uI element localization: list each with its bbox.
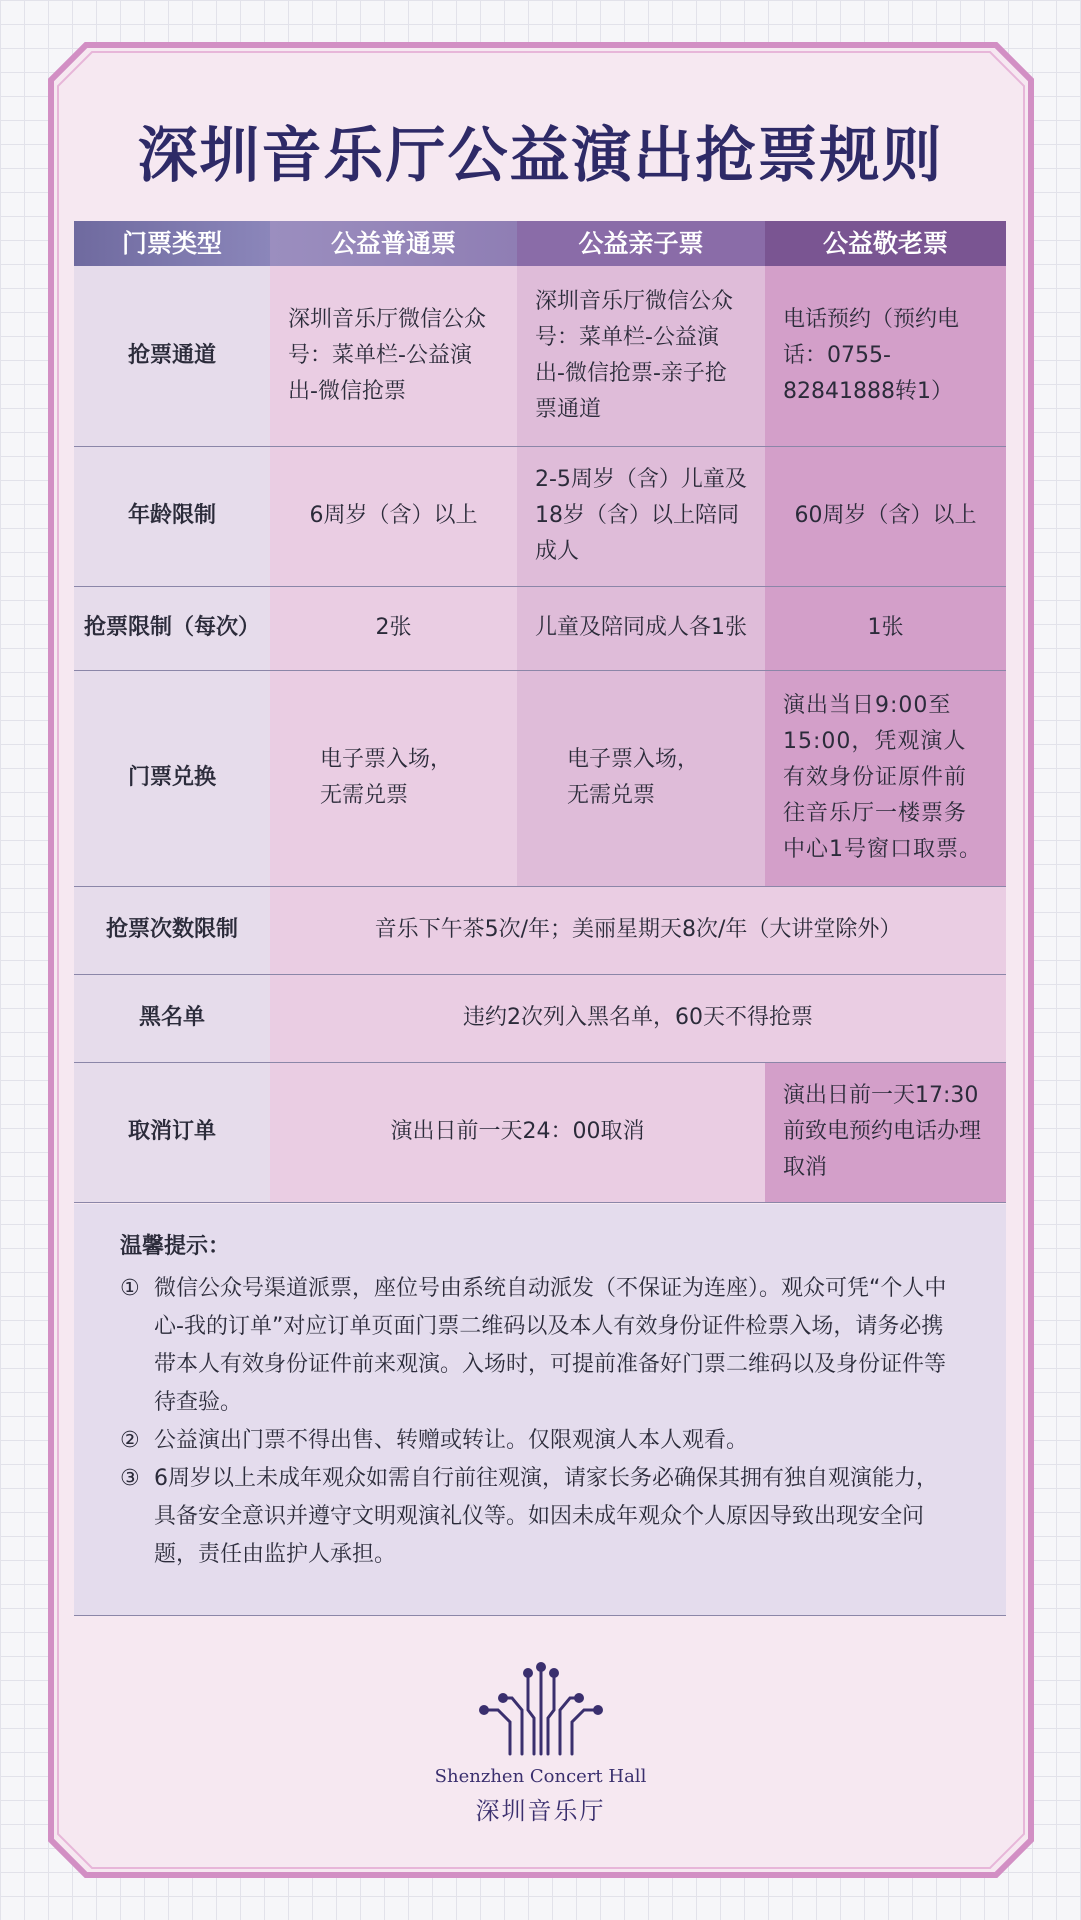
cell-regular: 6周岁（含）以上 — [270, 446, 517, 586]
row-label: 黑名单 — [74, 974, 270, 1062]
tip-item — [120, 1422, 958, 1460]
cell-senior: 60周岁（含）以上 — [765, 446, 1006, 586]
cell-senior: 电话预约（预约电话：0755-82841888转1） — [765, 266, 1006, 446]
tip-item — [120, 1460, 958, 1574]
concert-hall-logo — [0, 1660, 1081, 1826]
cell-family: 2-5周岁（含）儿童及18岁（含）以上陪同成人 — [517, 446, 765, 586]
cell-regular: 2张 — [270, 586, 517, 670]
tip-number: ③ — [120, 1466, 140, 1491]
table-row-blacklist — [74, 974, 1006, 1062]
row-label: 门票兑换 — [74, 670, 270, 886]
cell-all: 音乐下午茶5次/年；美丽星期天8次/年（大讲堂除外） — [270, 886, 1006, 974]
cell-regular-family: 演出日前一天24：00取消 — [270, 1062, 765, 1202]
header-regular: 公益普通票 — [270, 221, 517, 266]
table-row-cancel — [74, 1062, 1006, 1202]
cell-senior: 1张 — [765, 586, 1006, 670]
header-ticket-type: 门票类型 — [74, 221, 270, 266]
cell-family: 深圳音乐厅微信公众号：菜单栏-公益演出-微信抢票-亲子抢票通道 — [517, 266, 765, 446]
tip-text: 微信公众号渠道派票，座位号由系统自动派发（不保证为连座）。观众可凭“个人中心-我的订单”对应订单页面门票二维码以及本人有效身份证件检票入场，请务必携带本人有效身份证件前来观演。入场时，可提前准备好门票二维码以及身份证件等待查验。 — [154, 1276, 947, 1415]
row-label: 抢票通道 — [74, 266, 270, 446]
cell-regular: 电子票入场，无需兑票 — [270, 670, 517, 886]
row-label: 抢票次数限制 — [74, 886, 270, 974]
cell-family: 儿童及陪同成人各1张 — [517, 586, 765, 670]
tip-text: 公益演出门票不得出售、转赠或转让。仅限观演人本人观看。 — [154, 1428, 749, 1453]
tips-title: 温馨提示： — [120, 1234, 231, 1259]
logo-chinese-name: 深圳音乐厅 — [475, 1797, 606, 1825]
tips-section — [74, 1204, 1006, 1616]
header-senior: 公益敬老票 — [765, 221, 1006, 266]
row-label: 年龄限制 — [74, 446, 270, 586]
tip-text: 6周岁以上未成年观众如需自行前往观演，请家长务必确保其拥有独自观演能力，具备安全意识并遵守文明观演礼仪等。如因未成年观众个人原因导致出现安全问题，责任由监护人承担。 — [154, 1466, 938, 1567]
table-header-row — [74, 221, 1006, 266]
row-label: 取消订单 — [74, 1062, 270, 1202]
table-row-times — [74, 886, 1006, 974]
rules-table — [74, 221, 1006, 1203]
cell-senior: 演出日前一天17:30前致电预约电话办理取消 — [765, 1062, 1006, 1202]
tip-number: ② — [120, 1428, 140, 1453]
table-row-exchange — [74, 670, 1006, 886]
row-label: 抢票限制（每次） — [74, 586, 270, 670]
logo-english-name: Shenzhen Concert Hall — [434, 1766, 647, 1787]
cell-family: 电子票入场，无需兑票 — [517, 670, 765, 886]
table-row-age — [74, 446, 1006, 586]
page-title: 深圳音乐厅公益演出抢票规则 — [137, 121, 944, 191]
table-row-limit — [74, 586, 1006, 670]
header-family: 公益亲子票 — [517, 221, 765, 266]
tip-item — [120, 1270, 958, 1422]
cell-all: 违约2次列入黑名单，60天不得抢票 — [270, 974, 1006, 1062]
cell-regular: 深圳音乐厅微信公众号：菜单栏-公益演出-微信抢票 — [270, 266, 517, 446]
table-row-channel — [74, 266, 1006, 446]
tip-number: ① — [120, 1276, 140, 1301]
cell-senior: 演出当日9:00至15:00，凭观演人有效身份证原件前往音乐厅一楼票务中心1号窗口取票。 — [765, 670, 1006, 886]
logo-icon — [476, 1660, 606, 1756]
